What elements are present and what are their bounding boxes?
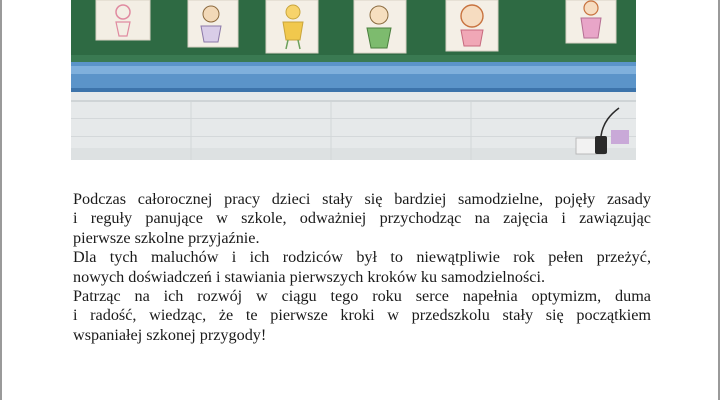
body-text bbox=[73, 190, 651, 345]
paragraph-3 bbox=[73, 287, 651, 345]
drawing-1 bbox=[96, 0, 150, 40]
drawing-6 bbox=[566, 0, 616, 43]
drawing-5 bbox=[446, 0, 498, 51]
speaker-device bbox=[595, 136, 607, 154]
text-line: wspaniałej szkonej przygody! bbox=[73, 325, 267, 344]
text-line: Dla tych maluchów i ich rodziców był to niewątpliwie rok pełen przeżyć, bbox=[73, 248, 651, 267]
drawing-3 bbox=[266, 0, 318, 53]
drawing-2 bbox=[188, 0, 238, 47]
paragraph-1 bbox=[73, 190, 651, 248]
text-line: i radość, wiedząc, że te pierwsze kroki w przedszkolu stały się początkiem bbox=[73, 306, 651, 325]
text-line: i reguły panujące w szkole, odważniej przychodząc na zajęcia i zawiązując bbox=[73, 209, 651, 228]
paragraph-2 bbox=[73, 248, 651, 287]
text-line: nowych doświadczeń i stawiania pierwszych kroków ku samodzielności. bbox=[73, 267, 546, 286]
text-line: Podczas całorocznej pracy dzieci stały się bardziej samodzielne, pojęły zasady bbox=[73, 190, 651, 208]
text-line: Patrząc na ich rozwój w ciągu tego roku serce napełnia optymizm, duma bbox=[73, 287, 651, 306]
text-line: pierwsze szkolne przyjaźnie. bbox=[73, 228, 260, 247]
drawing-4 bbox=[354, 0, 406, 53]
classroom-photo bbox=[71, 0, 636, 160]
page-edge-left bbox=[0, 0, 2, 400]
small-note bbox=[611, 130, 629, 144]
